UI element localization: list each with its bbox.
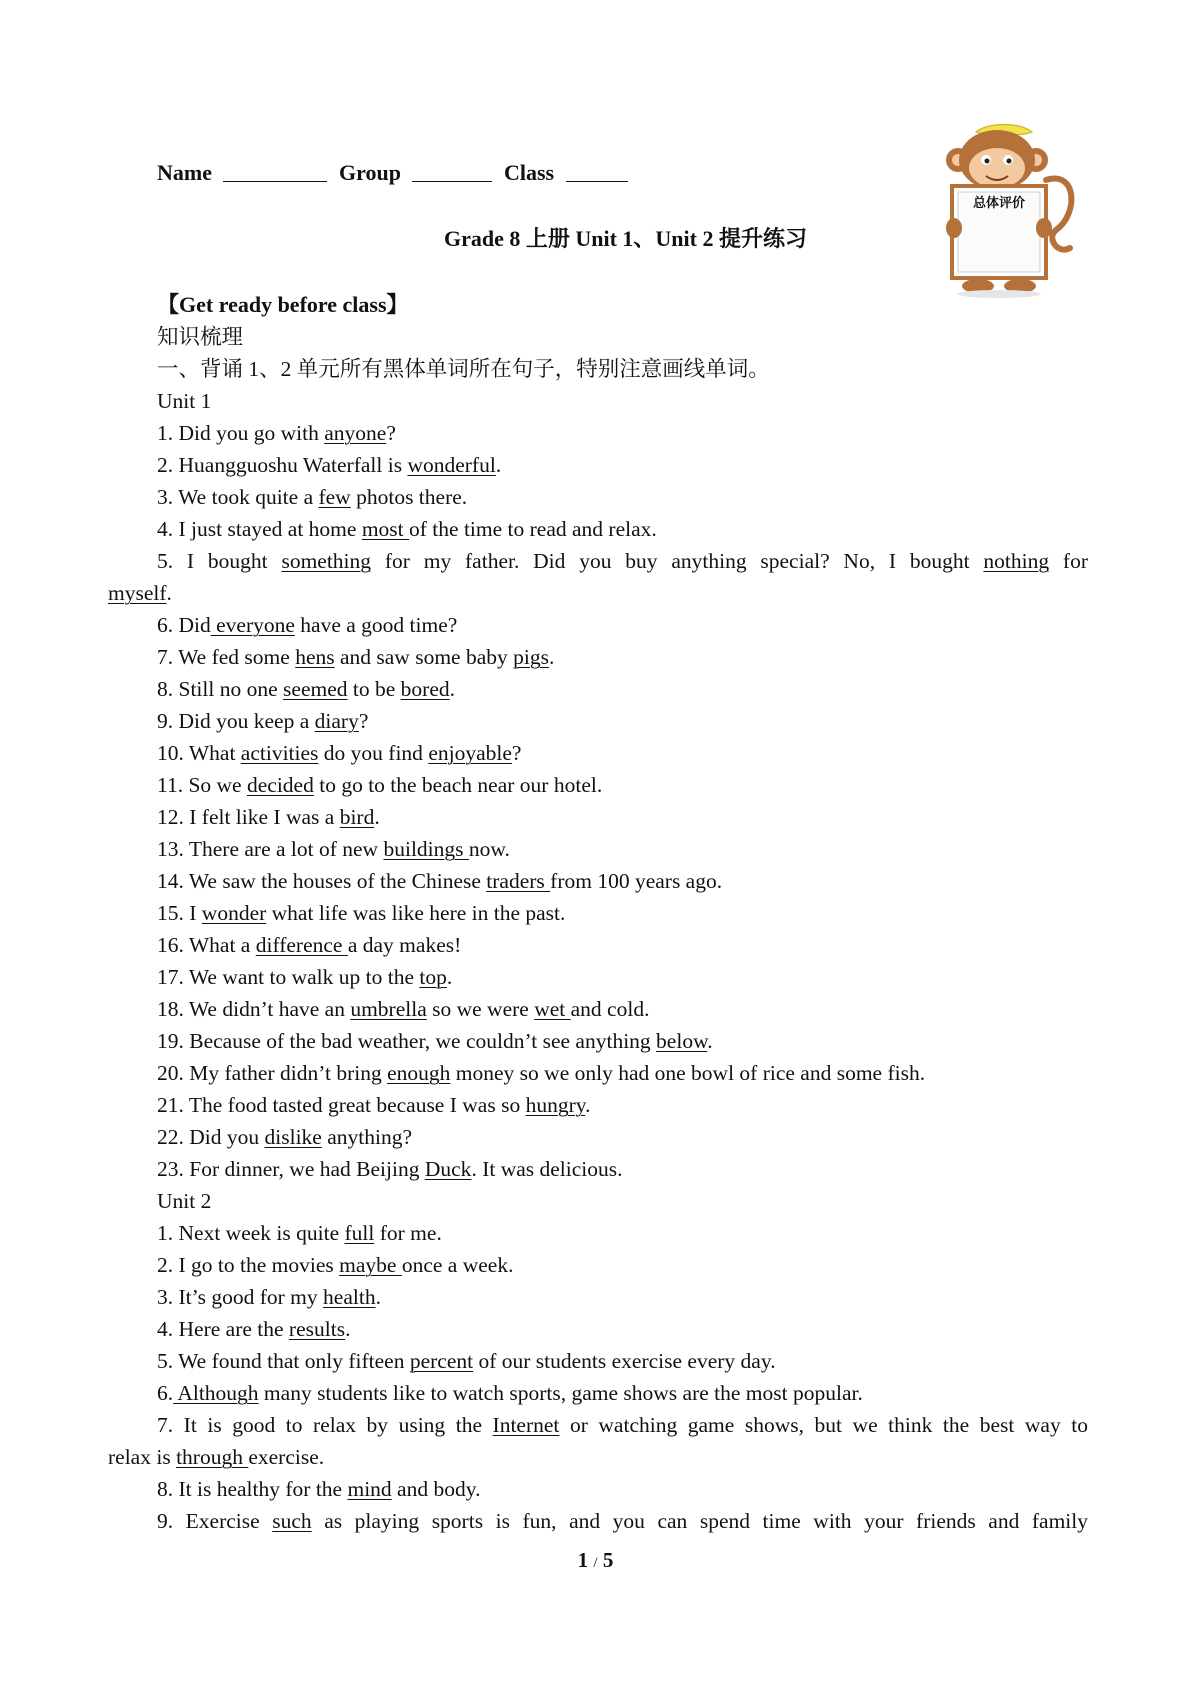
line-text: 6. [157,1381,174,1405]
line-text: . [375,1285,381,1309]
line-text: . [166,581,172,605]
line-text: anything? [321,1125,413,1149]
stamp-label: 总体评价 [972,196,1026,211]
text-line [0,1409,1191,1441]
line-text: as playing sports is fun, and you can spend time with your friends and family [311,1509,1088,1533]
text-line [0,833,1191,865]
line-text: Unit 1 [157,389,212,413]
underlined-word: diary [314,709,359,733]
line-text: and cold. [570,997,650,1021]
group-blank[interactable] [412,161,492,182]
underlined-word: difference [255,933,348,957]
underlined-word: seemed [283,677,348,701]
underlined-word: wonderful [407,453,496,477]
text-line [0,993,1191,1025]
line-text: . [449,677,455,701]
sentence-list [0,321,1191,1537]
underlined-word: pigs [513,645,549,669]
underlined-word: dislike [264,1125,322,1149]
line-text: or watching game shows, but we think the best way to [559,1413,1088,1437]
underlined-word: buildings [383,837,469,861]
line-text: 1. Next week is quite [157,1221,345,1245]
text-line [0,801,1191,833]
underlined-word: hungry [525,1093,586,1117]
underlined-word: mind [347,1477,392,1501]
text-line [0,449,1191,481]
line-text: 16. What a [157,933,256,957]
line-text: 12. I felt like I was a [157,805,340,829]
text-line [0,1249,1191,1281]
page-separator: / [593,1555,598,1571]
underlined-word: everyone [210,613,295,637]
line-text: so we were [426,997,535,1021]
text-line [0,545,1191,577]
text-line [0,961,1191,993]
line-text: 2. Huangguoshu Waterfall is [157,453,408,477]
line-text: 一、背诵 1、2 单元所有黑体单词所在句子，特别注意画线单词。 [157,357,770,381]
line-text: 6. Did [157,613,211,637]
line-text: exercise. [248,1445,325,1469]
monkey-evaluation-icon [928,120,1078,300]
text-line [0,385,1191,417]
line-text: . [345,1317,351,1341]
underlined-word: nothing [983,549,1050,573]
underlined-word: Duck [424,1157,472,1181]
line-text: 7. We fed some [157,645,296,669]
line-text: 19. Because of the bad weather, we couldn’t see anything [157,1029,657,1053]
text-line [0,1441,1191,1473]
line-text: 5. I bought [157,549,282,573]
line-text: . [548,645,555,669]
text-line [0,1281,1191,1313]
text-line [0,609,1191,641]
line-text: of the time to read and relax. [409,517,657,541]
text-line [0,1057,1191,1089]
text-line [0,769,1191,801]
text-line [0,1217,1191,1249]
line-text: 3. We took quite a [157,485,319,509]
line-text: . [374,805,380,829]
line-text: 13. There are a lot of new [157,837,384,861]
underlined-word: enough [387,1061,451,1085]
line-text: . [707,1029,713,1053]
line-text: 20. My father didn’t bring [157,1061,388,1085]
line-text: 22. Did you [157,1125,265,1149]
underlined-word: few [318,485,351,509]
worksheet-title: Grade 8 上册 Unit 1、Unit 2 提升练习 [443,226,807,251]
class-blank[interactable] [566,161,628,182]
line-text: 5. We found that only fifteen [157,1349,410,1373]
line-text: 4. I just stayed at home [157,517,362,541]
text-line [0,1313,1191,1345]
page-total: 5 [602,1548,614,1572]
underlined-word: enjoyable [428,741,512,765]
text-line [0,1473,1191,1505]
underlined-word: wonder [201,901,267,925]
underlined-word: wet [534,997,571,1021]
line-text: 3. It’s good for my [157,1285,324,1309]
line-text: ? [358,709,369,733]
text-line [0,1185,1191,1217]
line-text: and body. [391,1477,481,1501]
line-text: do you find [318,741,429,765]
line-text: 8. Still no one [157,677,284,701]
text-line [0,897,1191,929]
text-line [0,513,1191,545]
underlined-word: below [656,1029,708,1053]
underlined-word: percent [409,1349,474,1373]
line-text: many students like to watch sports, game shows are the most popular. [258,1381,863,1405]
underlined-word: umbrella [350,997,427,1021]
text-line [0,865,1191,897]
line-text: a day makes! [347,933,462,957]
underlined-word: results [288,1317,346,1341]
line-text: 21. The food tasted great because I was so [157,1093,526,1117]
underlined-word: anyone [324,421,387,445]
underlined-word: hens [295,645,335,669]
underlined-word: full [344,1221,375,1245]
group-label: Group [338,160,401,185]
page-number [0,1548,1191,1573]
text-line [0,1153,1191,1185]
line-text: . [585,1093,591,1117]
line-text: 9. Exercise [157,1509,273,1533]
student-info-row [157,160,634,186]
underlined-word: something [281,549,372,573]
line-text: 2. I go to the movies [157,1253,340,1277]
text-line [0,1345,1191,1377]
underlined-word: myself [108,581,167,605]
text-line [0,481,1191,513]
line-text: 14. We saw the houses of the Chinese [157,869,487,893]
underlined-word: decided [246,773,314,797]
line-text: for [1049,549,1088,573]
line-text: and saw some baby [334,645,514,669]
name-blank[interactable] [223,161,327,182]
text-line [0,1089,1191,1121]
underlined-word: Although [173,1381,259,1405]
line-text: to go to the beach near our hotel. [313,773,603,797]
text-line [0,929,1191,961]
name-label: Name [157,160,212,185]
line-text: photos there. [350,485,468,509]
line-text: ? [511,741,522,765]
line-text: once a week. [401,1253,514,1277]
line-text: 7. It is good to relax by using the [157,1413,493,1437]
underlined-word: maybe [339,1253,402,1277]
text-line [0,1505,1191,1537]
section-heading: 【Get ready before class】 [157,292,409,317]
line-text: 8. It is healthy for the [157,1477,348,1501]
text-line [0,705,1191,737]
line-text: what life was like here in the past. [266,901,566,925]
line-text: . [495,453,502,477]
underlined-word: top [419,965,447,989]
underlined-word: through [176,1445,249,1469]
text-line [0,353,1191,385]
line-text: for me. [374,1221,442,1245]
text-line [0,1121,1191,1153]
line-text: 23. For dinner, we had Beijing [157,1157,425,1181]
text-line [0,641,1191,673]
line-text: . It was delicious. [471,1157,623,1181]
text-line [0,321,1191,353]
underlined-word: bored [400,677,450,701]
line-text: ? [386,421,396,445]
page-current: 1 [577,1548,589,1572]
line-text: 18. We didn’t have an [157,997,351,1021]
underlined-word: traders [486,869,551,893]
line-text: to be [347,677,401,701]
underlined-word: most [361,517,410,541]
line-text: for my father. Did you buy anything special? No, I bought [371,549,984,573]
underlined-word: bird [339,805,375,829]
line-text: of our students exercise every day. [473,1349,776,1373]
text-line [0,577,1191,609]
line-text: 4. Here are the [157,1317,289,1341]
text-line [0,1377,1191,1409]
underlined-word: Internet [492,1413,560,1437]
text-line [0,673,1191,705]
line-text: Unit 2 [157,1189,212,1213]
line-text: 11. So we [157,773,247,797]
text-line [0,737,1191,769]
underlined-word: such [272,1509,312,1533]
line-text: relax is [108,1445,177,1469]
line-text: 知识梳理 [157,325,244,349]
line-text: 17. We want to walk up to the [157,965,420,989]
line-text: from 100 years ago. [550,869,723,893]
line-text: now. [468,837,510,861]
text-line [0,1025,1191,1057]
class-label: Class [503,160,555,185]
line-text: . [446,965,453,989]
text-line [0,417,1191,449]
underlined-word: activities [240,741,319,765]
line-text: 1. Did you go with [157,421,325,445]
line-text: money so we only had one bowl of rice and some fish. [450,1061,926,1085]
line-text: 9. Did you keep a [157,709,315,733]
line-text: 15. I [157,901,202,925]
underlined-word: health [323,1285,376,1309]
line-text: have a good time? [294,613,458,637]
line-text: 10. What [157,741,241,765]
